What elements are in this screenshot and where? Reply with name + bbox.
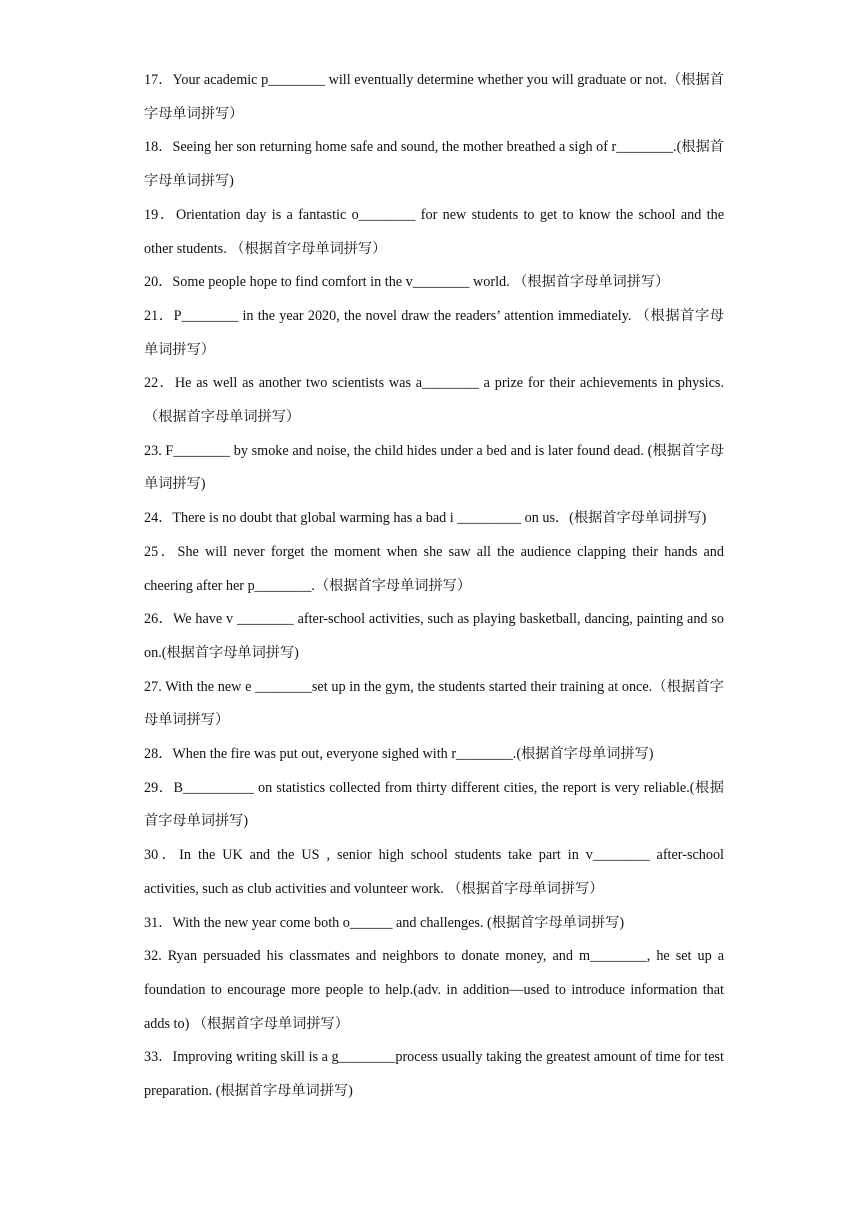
question-22: 22．He as well as another two scientists was a________ a prize for their achievements in physics. （根据首字母单词拼写）: [144, 375, 728, 426]
question-28: 28．When the fire was put out, everyone sighed with r________.(根据首字母单词拼写): [144, 746, 654, 763]
question-31: 31．With the new year come both o______ and challenges. (根据首字母单词拼写): [144, 914, 625, 931]
question-17: 17．Your academic p________ will eventually determine whether you will graduate or not.（根据首字母单词拼写）: [144, 72, 724, 122]
question-33: 33．Improving writing skill is a g________process usually taking the greatest amount of time for test preparation. (根据首字母单词拼写): [144, 1049, 728, 1100]
question-29: 29．B__________ on statistics collected from thirty different cities, the report is very reliable.(根据首字母单词拼写): [144, 779, 724, 830]
question-30: 30．In the UK and the US , senior high school students take part in v________ after-school activities, such as club activities and volunteer work. （根据首字母单词拼写）: [144, 847, 728, 897]
question-19: 19．Orientation day is a fantastic o________ for new students to get to know the school and the other students. （根据首字母单词拼写）: [144, 206, 728, 257]
question-20: 20．Some people hope to find comfort in the v________ world. （根据首字母单词拼写）: [144, 274, 670, 291]
question-26: 26．We have v ________ after-school activities, such as playing basketball, dancing, painting and so on.(根据首字母单词拼写): [144, 611, 728, 661]
question-24: 24．There is no doubt that global warming has a bad i _________ on us．(根据首字母单词拼写): [144, 510, 707, 527]
question-32: 32. Ryan persuaded his classmates and neighbors to donate money, and m________, he set up a foundation to encourage more people to help.(adv. in addition—used to introduce information that adds to) （根据首字母单词拼写）: [144, 948, 728, 1032]
question-23: 23. F________ by smoke and noise, the child hides under a bed and is later found dead. (根据首字母单词拼写): [144, 442, 724, 493]
question-27: 27. With the new e ________set up in the gym, the students started their training at once.（根据首字母单词拼写）: [144, 678, 724, 729]
question-21: 21．P________ in the year 2020, the novel draw the readers’ attention immediately. （根据首字母单词拼写）: [144, 307, 724, 358]
question-18: 18．Seeing her son returning home safe and sound, the mother breathed a sigh of r________.(根据首字母单词拼写): [144, 139, 724, 190]
question-list: [144, 64, 728, 1109]
question-25: 25．She will never forget the moment when she saw all the audience clapping their hands and cheering after her p________.（根据首字母单词拼写）: [144, 543, 728, 594]
